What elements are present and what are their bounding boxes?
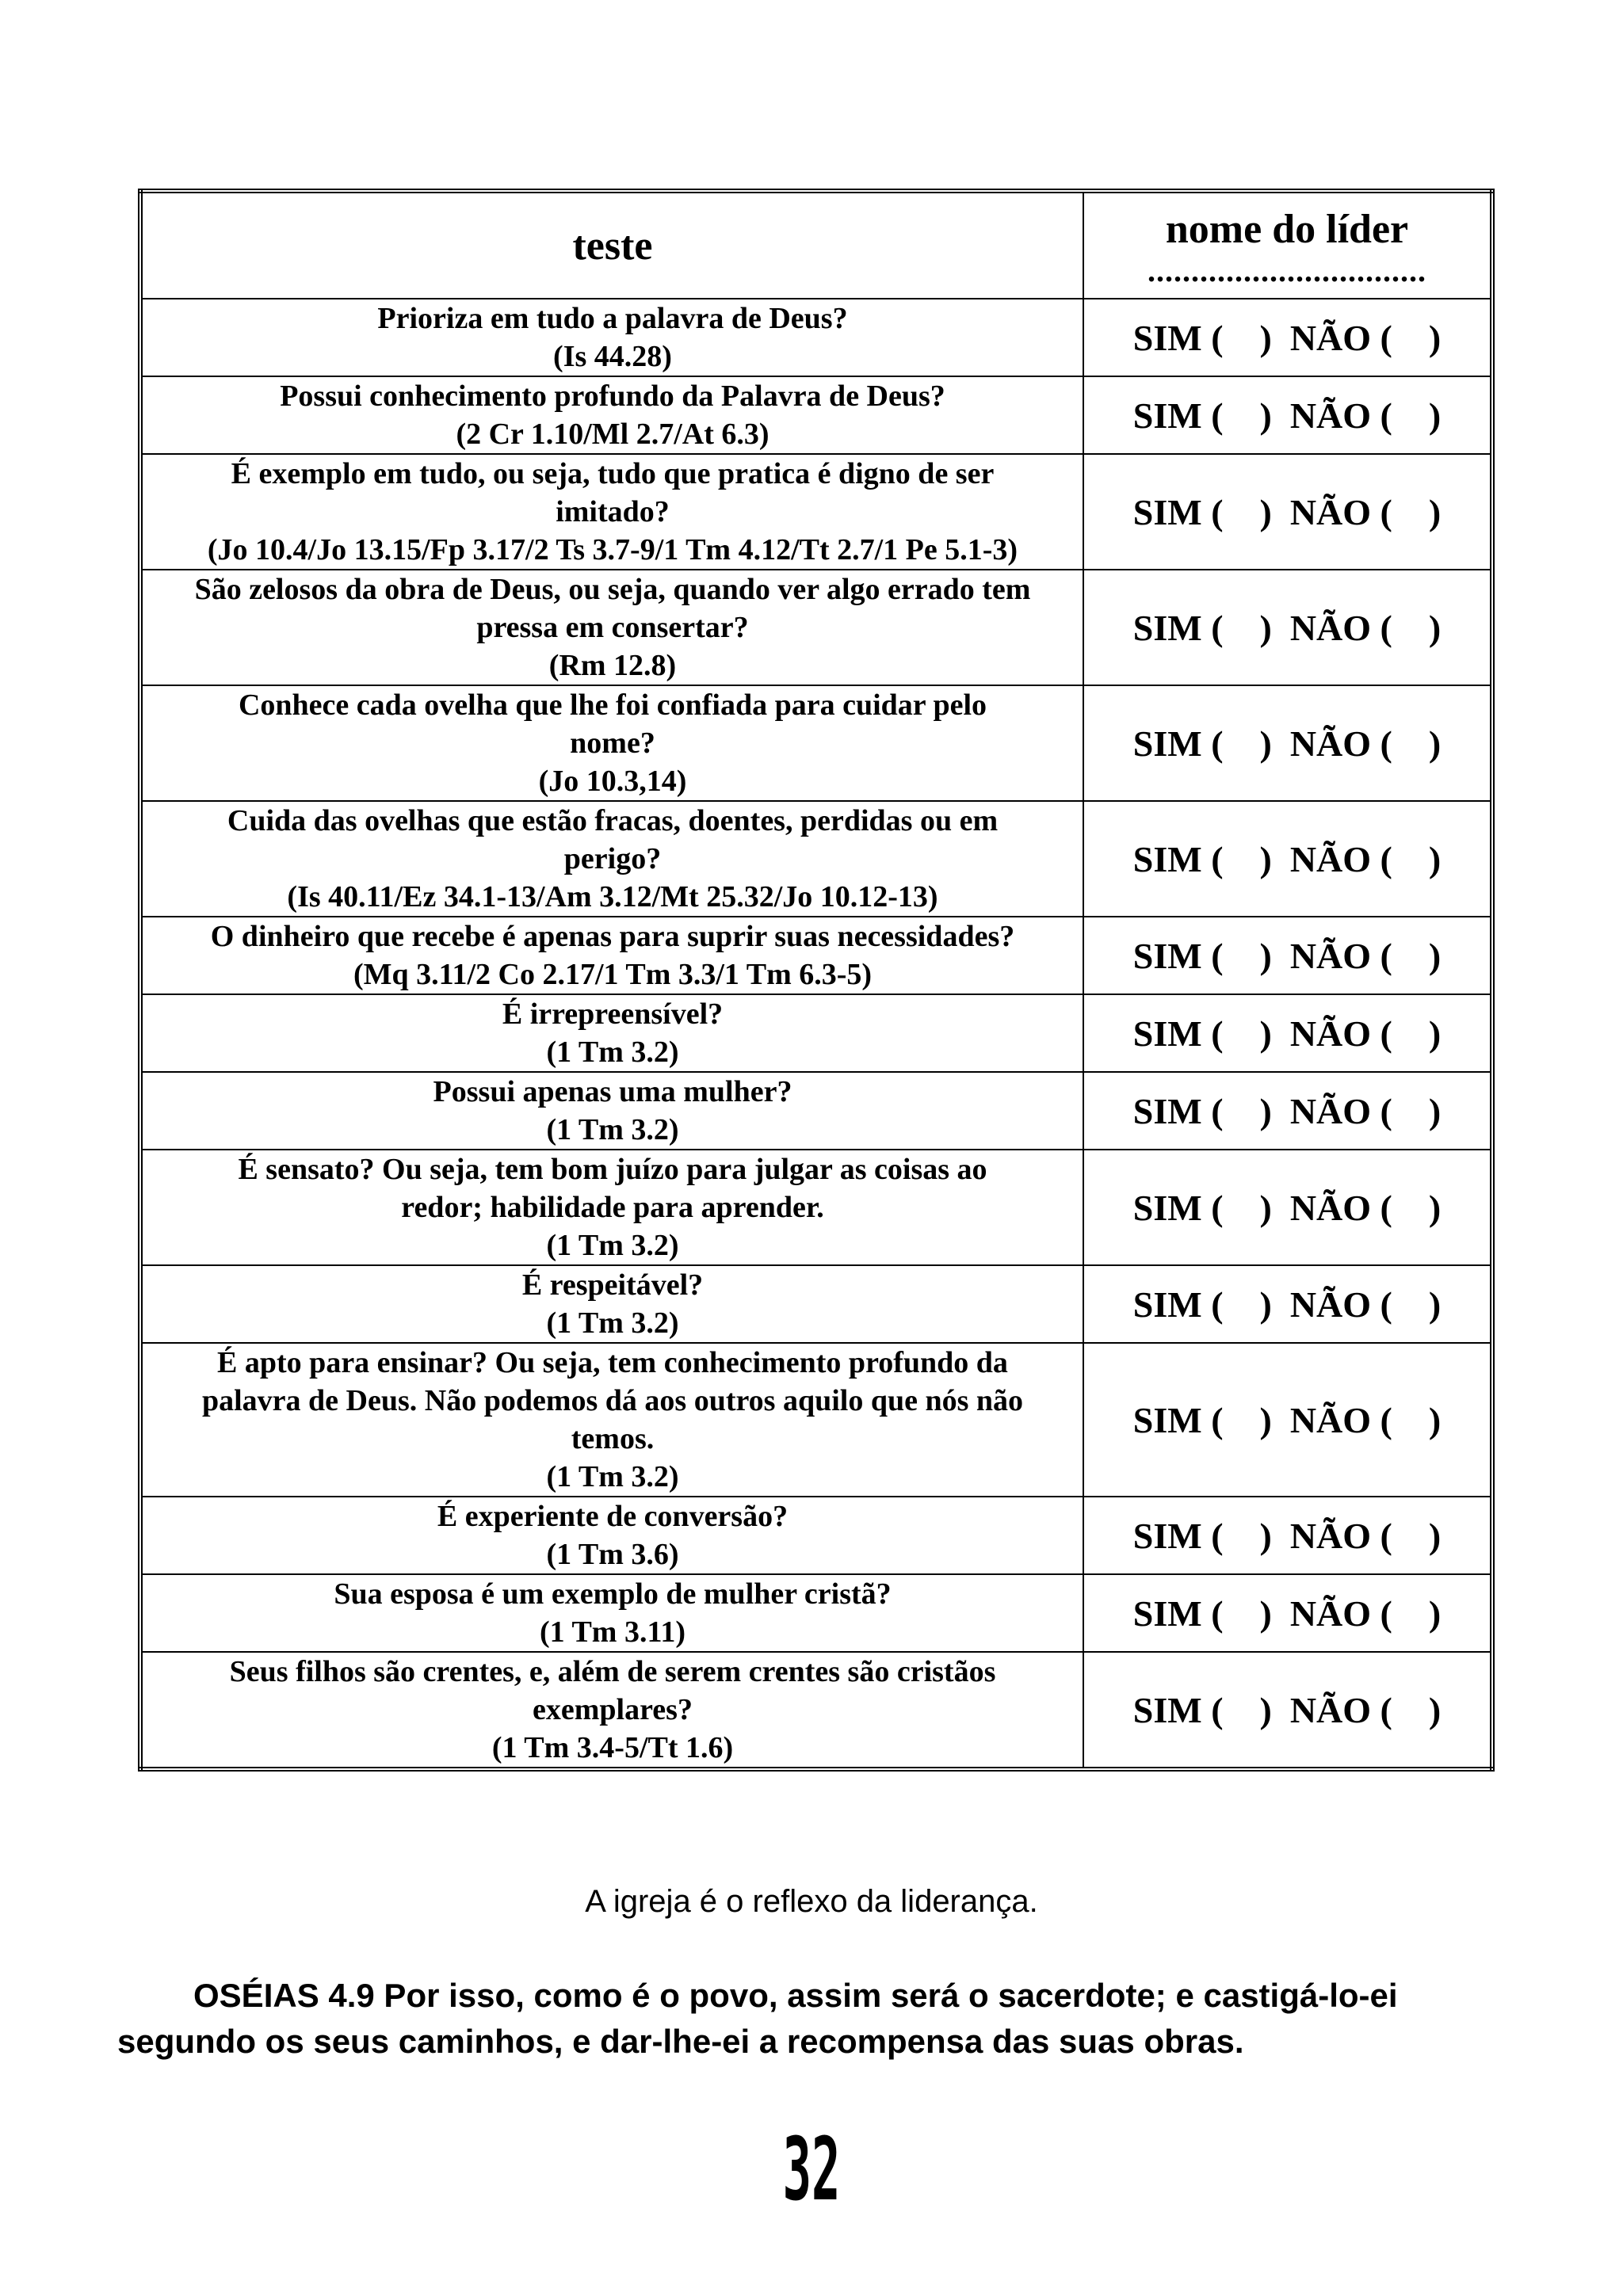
page-number: 32 xyxy=(782,2119,841,2220)
table-row xyxy=(140,454,1492,570)
table-row xyxy=(140,1574,1492,1652)
table-row xyxy=(140,685,1492,801)
answer-cell[interactable]: SIM ( ) NÃO ( ) xyxy=(1083,1343,1492,1497)
question-cell xyxy=(140,1265,1083,1343)
question-cell xyxy=(140,917,1083,994)
question-line: São zelosos da obra de Deus, ou seja, quando ver algo errado tem xyxy=(194,573,1031,606)
question-reference: (Is 44.28) xyxy=(553,340,672,373)
leader-test-table xyxy=(138,189,1495,1772)
table-row xyxy=(140,570,1492,685)
question-line: palavra de Deus. Não podemos dá aos outros aquilo que nós não xyxy=(201,1384,1024,1417)
question-reference: (1 Tm 3.2) xyxy=(546,1306,679,1340)
question-reference: (Jo 10.4/Jo 13.15/Fp 3.17/2 Ts 3.7-9/1 Tm 4.12/Tt 2.7/1 Pe 5.1-3) xyxy=(207,533,1018,566)
test-column-header: teste xyxy=(140,191,1083,299)
question-cell xyxy=(140,570,1083,685)
answer-cell[interactable]: SIM ( ) NÃO ( ) xyxy=(1083,1265,1492,1343)
question-line: Seus filhos são crentes, e, além de serem crentes são cristãos xyxy=(229,1655,996,1688)
question-line: Prioriza em tudo a palavra de Deus? xyxy=(377,302,848,335)
question-cell xyxy=(140,1150,1083,1265)
question-line: É experiente de conversão? xyxy=(437,1500,789,1533)
question-cell xyxy=(140,685,1083,801)
table-row xyxy=(140,1343,1492,1497)
question-reference: (1 Tm 3.2) xyxy=(546,1035,679,1069)
answer-cell[interactable]: SIM ( ) NÃO ( ) xyxy=(1083,1574,1492,1652)
question-line: Sua esposa é um exemplo de mulher cristã? xyxy=(334,1577,892,1611)
answer-cell[interactable]: SIM ( ) NÃO ( ) xyxy=(1083,801,1492,917)
question-line: Conhece cada ovelha que lhe foi confiada para cuidar pelo xyxy=(238,688,987,722)
table-row xyxy=(140,1072,1492,1150)
question-cell xyxy=(140,1343,1083,1497)
answer-cell[interactable]: SIM ( ) NÃO ( ) xyxy=(1083,994,1492,1072)
answer-cell[interactable]: SIM ( ) NÃO ( ) xyxy=(1083,1652,1492,1769)
answer-cell[interactable]: SIM ( ) NÃO ( ) xyxy=(1083,570,1492,685)
question-reference: (1 Tm 3.11) xyxy=(539,1615,686,1649)
table-row xyxy=(140,917,1492,994)
answer-cell[interactable]: SIM ( ) NÃO ( ) xyxy=(1083,1072,1492,1150)
question-cell xyxy=(140,994,1083,1072)
question-cell xyxy=(140,801,1083,917)
table-row xyxy=(140,994,1492,1072)
question-line: Possui conhecimento profundo da Palavra de Deus? xyxy=(280,379,945,413)
question-line: temos. xyxy=(571,1422,655,1455)
leader-column-header xyxy=(1083,191,1492,299)
question-line: É irrepreensível? xyxy=(502,997,724,1031)
question-cell xyxy=(140,1652,1083,1769)
question-cell xyxy=(140,376,1083,454)
question-line: redor; habilidade para aprender. xyxy=(401,1191,824,1224)
table-row xyxy=(140,801,1492,917)
question-reference: (Mq 3.11/2 Co 2.17/1 Tm 3.3/1 Tm 6.3-5) xyxy=(353,958,873,991)
question-reference: (Rm 12.8) xyxy=(548,649,677,682)
bible-verse: OSÉIAS 4.9 Por isso, como é o povo, assim será o sacerdote; e castigá-lo-ei segundo os seus caminhos, e dar-lhe-ei a recompensa das suas obras. xyxy=(117,1977,1398,2060)
question-line: Cuida das ovelhas que estão fracas, doentes, perdidas ou em xyxy=(227,804,999,837)
question-reference: (2 Cr 1.10/Ml 2.7/At 6.3) xyxy=(456,418,769,451)
question-line: pressa em consertar? xyxy=(476,611,749,644)
question-reference: (Is 40.11/Ez 34.1-13/Am 3.12/Mt 25.32/Jo 10.12-13) xyxy=(287,880,938,913)
question-line: Possui apenas uma mulher? xyxy=(433,1075,792,1108)
answer-cell[interactable]: SIM ( ) NÃO ( ) xyxy=(1083,299,1492,376)
table-row xyxy=(140,1497,1492,1574)
question-line: É sensato? Ou seja, tem bom juízo para julgar as coisas ao xyxy=(238,1153,987,1186)
question-line: É respeitável? xyxy=(521,1268,704,1302)
question-line: exemplares? xyxy=(533,1693,693,1726)
question-cell xyxy=(140,299,1083,376)
question-reference: (Jo 10.3,14) xyxy=(538,765,687,798)
answer-cell[interactable]: SIM ( ) NÃO ( ) xyxy=(1083,376,1492,454)
question-line: perigo? xyxy=(563,842,662,875)
question-cell xyxy=(140,1574,1083,1652)
table-row xyxy=(140,376,1492,454)
table-header-row xyxy=(140,191,1492,299)
table-row xyxy=(140,1265,1492,1343)
leader-name-blank: ................................ xyxy=(1148,253,1426,288)
question-line: O dinheiro que recebe é apenas para suprir suas necessidades? xyxy=(210,920,1015,953)
answer-cell[interactable]: SIM ( ) NÃO ( ) xyxy=(1083,454,1492,570)
question-line: imitado? xyxy=(556,495,670,528)
question-cell xyxy=(140,1497,1083,1574)
leader-label: nome do líder xyxy=(1165,207,1409,252)
answer-cell[interactable]: SIM ( ) NÃO ( ) xyxy=(1083,1497,1492,1574)
answer-cell[interactable]: SIM ( ) NÃO ( ) xyxy=(1083,1150,1492,1265)
table-row xyxy=(140,299,1492,376)
question-reference: (1 Tm 3.6) xyxy=(546,1538,679,1571)
question-reference: (1 Tm 3.2) xyxy=(546,1229,679,1262)
question-cell xyxy=(140,454,1083,570)
question-reference: (1 Tm 3.2) xyxy=(546,1460,679,1493)
answer-cell[interactable]: SIM ( ) NÃO ( ) xyxy=(1083,685,1492,801)
table-row xyxy=(140,1652,1492,1769)
question-line: nome? xyxy=(570,727,655,760)
table-body xyxy=(140,299,1492,1769)
question-line: É apto para ensinar? Ou seja, tem conhecimento profundo da xyxy=(217,1346,1008,1379)
caption: A igreja é o reflexo da liderança. xyxy=(585,1884,1038,1919)
table-row xyxy=(140,1150,1492,1265)
question-cell xyxy=(140,1072,1083,1150)
question-line: É exemplo em tudo, ou seja, tudo que pratica é digno de ser xyxy=(231,457,995,490)
question-reference: (1 Tm 3.2) xyxy=(546,1113,679,1146)
answer-cell[interactable]: SIM ( ) NÃO ( ) xyxy=(1083,917,1492,994)
question-reference: (1 Tm 3.4-5/Tt 1.6) xyxy=(491,1731,734,1764)
